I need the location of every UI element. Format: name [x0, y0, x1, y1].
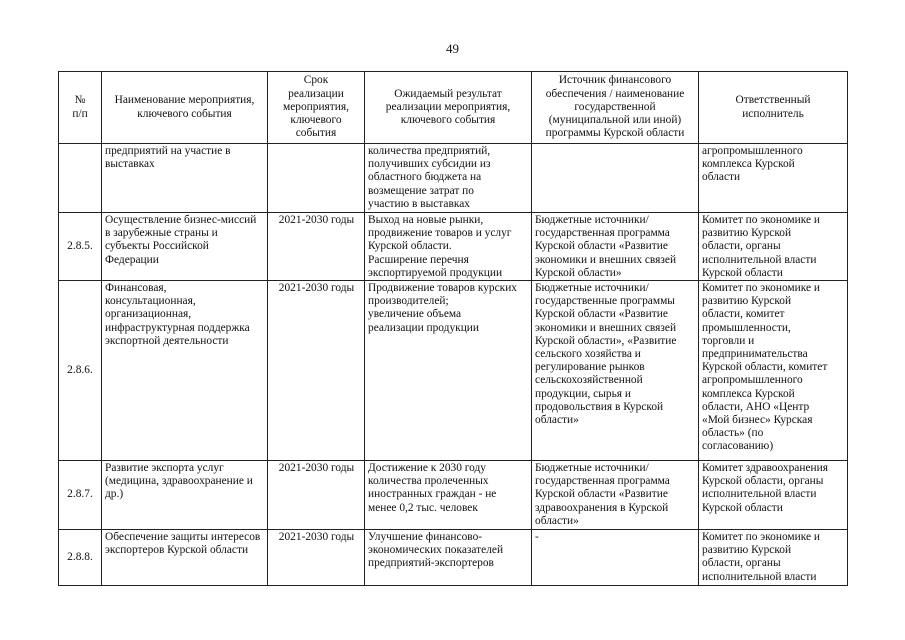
cell-text-line: 2.8.5.: [67, 239, 93, 252]
cell-text-line: Курской области, органы: [702, 475, 824, 488]
table-header-row: [59, 72, 848, 144]
cell-text-line: 2021-2030 годы: [278, 531, 355, 544]
cell-text-line: количества предприятий,: [368, 145, 491, 157]
cell-text-line: Курской области «Развитие: [535, 240, 668, 253]
cell-text-line: Развитие экспорта услуг: [105, 462, 224, 475]
cell-text-line: Комитет здравоохранения: [702, 462, 828, 475]
cell-text-line: экономики и внешних связей: [535, 321, 677, 334]
page-number: 49: [446, 41, 459, 56]
cell-text-line: исполнительной власти: [702, 253, 817, 266]
cell-text-line: Источник финансового: [558, 74, 672, 87]
cell-text-line: 2.8.6.: [67, 363, 93, 376]
cell-text-line: Срок: [303, 74, 329, 87]
cell-text-line: количества пролеченных: [368, 475, 489, 488]
cell-text-line: программы Курской области: [545, 127, 685, 140]
cell-text-line: Ответственный: [735, 94, 811, 107]
row-name: [102, 144, 268, 213]
cell-text-line: государственной: [574, 100, 656, 113]
row-source: [532, 281, 699, 461]
cell-text-line: торговли и: [702, 334, 755, 347]
cell-text-line: -: [535, 531, 539, 544]
cell-text-line: исполнитель: [742, 107, 804, 120]
cell-text-line: агропромышленного: [702, 374, 803, 387]
cell-text-line: здравоохранения в Курской: [535, 501, 669, 514]
row-name: [102, 213, 268, 281]
cell-text-line: экспортеров Курской области: [105, 544, 249, 557]
cell-text-line: Осуществление бизнес-миссий: [105, 214, 257, 226]
cell-text-line: «Мой бизнес» Курская: [702, 414, 813, 427]
row-term: [268, 281, 365, 461]
row-name: [102, 530, 268, 586]
row-executor: [699, 213, 848, 281]
cell-text-line: менее 0,2 тыс. человек: [368, 501, 478, 514]
cell-text-line: предприятий на участие в: [105, 145, 231, 157]
cell-text-line: Курской области «Развитие: [535, 308, 668, 321]
cell-text-line: государственная программа: [535, 227, 670, 240]
cell-text-line: областного бюджета на: [368, 171, 482, 184]
cell-text-line: 2021-2030 годы: [278, 282, 355, 295]
table-row: [59, 281, 848, 461]
row-num: [59, 281, 102, 461]
cell-text-line: реализации: [288, 87, 344, 100]
cell-text-line: регулирование рынков: [535, 361, 645, 374]
row-num: [59, 213, 102, 281]
row-name: [102, 461, 268, 530]
row-executor: [699, 281, 848, 461]
row-source: [532, 144, 699, 213]
cell-text-line: экономических показателей: [368, 544, 504, 557]
row-executor: [699, 530, 848, 586]
cell-text-line: Выход на новые рынки,: [368, 214, 484, 226]
cell-text-line: события: [295, 127, 337, 140]
cell-text-line: Наименование мероприятия,: [114, 94, 255, 107]
cell-text-line: организационная,: [105, 308, 192, 321]
cell-text-line: Расширение перечня: [368, 253, 469, 266]
cell-text-line: (муниципальной или иной): [548, 114, 682, 127]
row-term: [268, 144, 365, 213]
row-executor: [699, 461, 848, 530]
cell-text-line: получивших субсидии из: [368, 158, 491, 171]
cell-text-line: субъекты Российской: [105, 240, 209, 253]
cell-text-line: Федерации: [105, 253, 159, 266]
header-num: [59, 72, 102, 144]
cell-text-line: Комитет по экономике и: [702, 282, 820, 295]
cell-text-line: Обеспечение защиты интересов: [105, 531, 261, 544]
cell-text-line: государственные программы: [535, 295, 675, 308]
cell-text-line: области, комитет: [702, 308, 785, 321]
cell-text-line: Курской области.: [368, 240, 452, 253]
cell-text-line: Финансовая,: [105, 282, 167, 295]
cell-text-line: Курской области «Развитие: [535, 488, 668, 501]
cell-text-line: область» (по: [702, 427, 764, 440]
cell-text-line: Курской области: [702, 266, 783, 279]
cell-text-line: развитию Курской: [702, 227, 792, 240]
row-name: [102, 281, 268, 461]
cell-text-line: комплекса Курской: [702, 387, 795, 400]
cell-text-line: Курской области: [702, 501, 783, 514]
cell-text-line: реализации продукции: [368, 321, 479, 334]
row-result: [365, 281, 532, 461]
cell-text-line: Комитет по экономике и: [702, 531, 820, 544]
cell-text-line: др.): [105, 488, 124, 501]
cell-text-line: области»: [535, 514, 579, 527]
cell-text-line: развитию Курской: [702, 295, 792, 308]
cell-text-line: предприятий-экспортеров: [368, 557, 494, 570]
cell-text-line: продукции, сырья и: [535, 387, 631, 400]
cell-text-line: согласованию): [702, 440, 774, 453]
cell-text-line: ключевого события: [137, 107, 232, 120]
cell-text-line: мероприятия,: [283, 100, 349, 113]
header-term: [268, 72, 365, 144]
cell-text-line: ключевого: [290, 114, 342, 127]
cell-text-line: экономики и внешних связей: [535, 253, 677, 266]
cell-text-line: 2.8.8.: [67, 550, 93, 563]
cell-text-line: выставках: [105, 158, 155, 171]
row-term: [268, 461, 365, 530]
cell-text-line: экспортной деятельности: [105, 334, 229, 347]
cell-text-line: консультационная,: [105, 295, 196, 308]
cell-text-line: Достижение к 2030 году: [368, 462, 487, 475]
cell-text-line: предпринимательства: [702, 348, 808, 361]
row-result: [365, 213, 532, 281]
cell-text-line: продовольствия в Курской: [535, 400, 664, 413]
activities-table: [58, 71, 848, 586]
cell-text-line: участию в выставках: [368, 197, 470, 210]
cell-text-line: комплекса Курской: [702, 158, 795, 171]
cell-text-line: производителей;: [368, 295, 449, 308]
cell-text-line: обеспечения / наименование: [545, 87, 685, 100]
header-result: [365, 72, 532, 144]
cell-text-line: области, АНО «Центр: [702, 400, 810, 413]
cell-text-line: возмещение затрат по: [368, 184, 474, 197]
cell-text-line: исполнительной власти: [702, 570, 817, 583]
cell-text-line: Бюджетные источники/: [535, 462, 649, 475]
header-executor: [699, 72, 848, 144]
row-term: [268, 213, 365, 281]
cell-text-line: сельскохозяйственной: [535, 374, 643, 387]
header-name: [102, 72, 268, 144]
cell-text-line: Бюджетные источники/: [535, 282, 649, 295]
cell-text-line: промышленности,: [702, 321, 791, 334]
cell-text-line: продвижение товаров и услуг: [368, 227, 512, 240]
row-result: [365, 144, 532, 213]
cell-text-line: Улучшение финансово-: [368, 531, 483, 544]
cell-text-line: иностранных граждан - не: [368, 488, 497, 501]
cell-text-line: Курской области», «Развитие: [535, 334, 677, 347]
cell-text-line: ключевого события: [400, 114, 496, 127]
table-row: [59, 530, 848, 586]
row-num: [59, 530, 102, 586]
row-num: [59, 144, 102, 213]
cell-text-line: агропромышленного: [702, 145, 803, 157]
cell-text-line: Комитет по экономике и: [702, 214, 820, 226]
cell-text-line: в зарубежные страны и: [105, 227, 218, 240]
cell-text-line: п/п: [72, 107, 88, 120]
table-row: [59, 461, 848, 530]
cell-text-line: исполнительной власти: [702, 488, 817, 501]
cell-text-line: Курской области, комитет: [702, 361, 828, 374]
cell-text-line: развитию Курской: [702, 544, 792, 557]
row-source: [532, 213, 699, 281]
cell-text-line: Ожидаемый результат: [394, 87, 502, 100]
cell-text-line: сельского хозяйства и: [535, 348, 641, 361]
row-result: [365, 461, 532, 530]
row-executor: [699, 144, 848, 213]
cell-text-line: №: [74, 94, 86, 107]
row-term: [268, 530, 365, 586]
cell-text-line: увеличение объема: [368, 308, 462, 321]
table-row: [59, 213, 848, 281]
cell-text-line: реализации мероприятия,: [385, 100, 511, 113]
row-num: [59, 461, 102, 530]
cell-text-line: области: [702, 171, 741, 184]
cell-text-line: государственная программа: [535, 475, 670, 488]
cell-text-line: 2021-2030 годы: [278, 462, 355, 475]
cell-text-line: Продвижение товаров курских: [368, 282, 517, 295]
row-result: [365, 530, 532, 586]
row-source: [532, 461, 699, 530]
cell-text-line: Бюджетные источники/: [535, 214, 649, 226]
table-row: [59, 144, 848, 213]
row-source: [532, 530, 699, 586]
cell-text-line: (медицина, здравоохранение и: [105, 475, 253, 488]
cell-text-line: области, органы: [702, 240, 781, 253]
cell-text-line: инфраструктурная поддержка: [105, 321, 250, 334]
cell-text-line: области, органы: [702, 557, 781, 570]
cell-text-line: Курской области»: [535, 266, 622, 279]
cell-text-line: 2.8.7.: [67, 488, 93, 501]
header-source: [532, 72, 699, 144]
cell-text-line: области»: [535, 414, 579, 427]
cell-text-line: экспортируемой продукции: [368, 266, 503, 279]
cell-text-line: 2021-2030 годы: [278, 214, 355, 226]
